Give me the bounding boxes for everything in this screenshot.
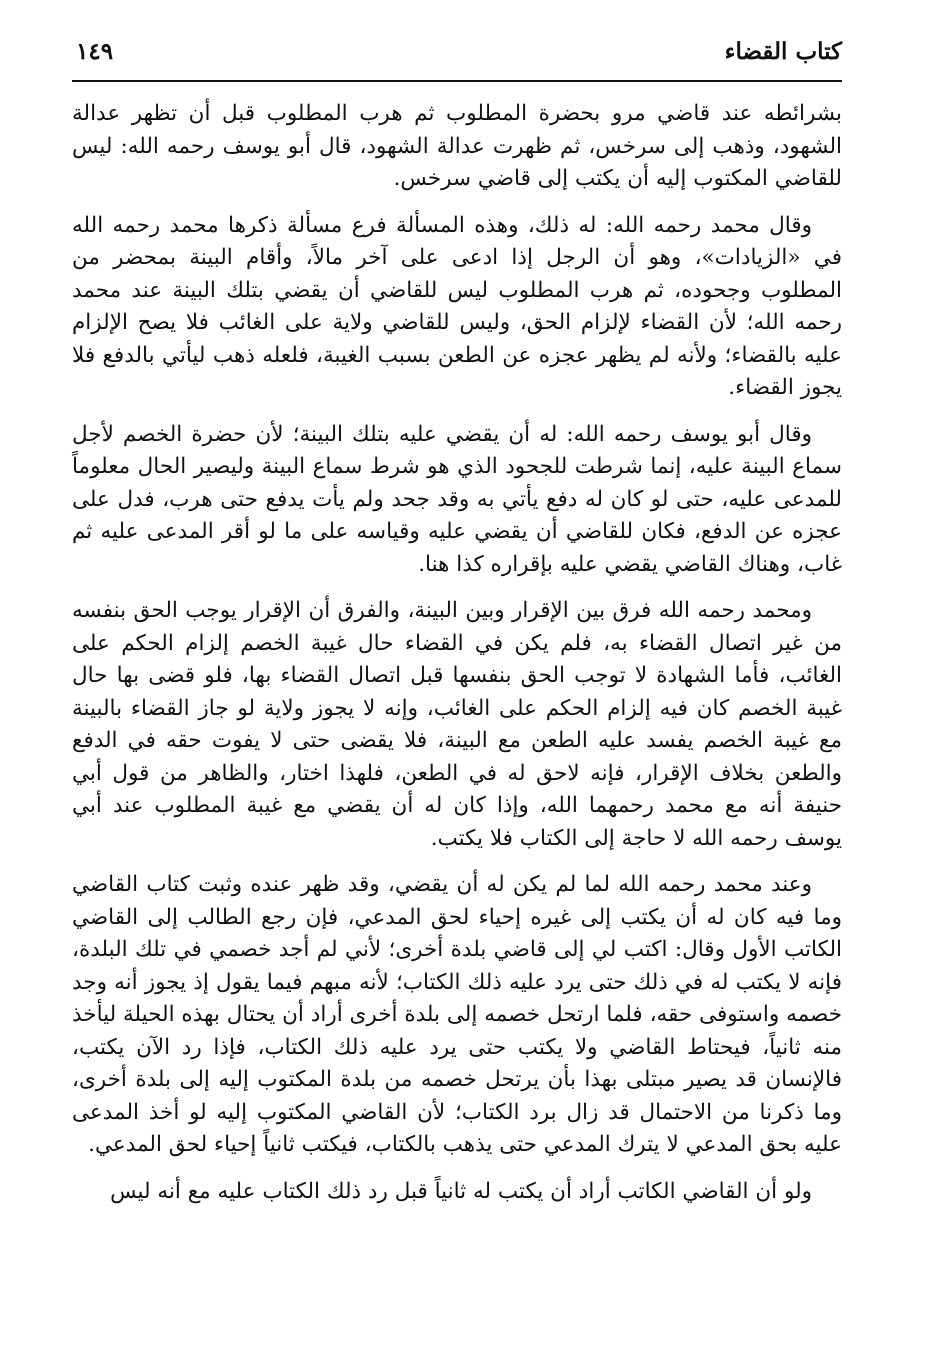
- paragraph: وعند محمد رحمه الله لما لم يكن له أن يقضي، وقد ظهر عنده وثبت كتاب القاضي وما فيه كان له أن يكتب إلى غيره إحياء لحق المدعي، فإن رجع الطالب إلى القاضي الكاتب الأول وقال: اكتب لي إلى قاضي بلدة أخرى؛ لأني لم أجد خصمي في تلك البلدة، فإنه لا يكتب له في ذلك حتى يرد عليه ذلك الكتاب؛ لأنه مبهم فيما يقول إذ يجوز أنه وجد خصمه واستوفى حقه، فلما ارتحل خصمه إلى بلدة أخرى أراد أن يحتال بهذه الحيلة ليأخذ منه ثانياً، فيحتاط القاضي ولا يكتب حتى يرد عليه ذلك الكتاب، فإذا رد الآن يكتب، فالإنسان قد يصير مبتلى بهذا بأن يرتحل خصمه من بلدة المكتوب إليه إلى بلدة أخرى، وما ذكرنا من الاحتمال قد زال برد الكتاب؛ لأن القاضي المكتوب إليه لو أخذ المدعى عليه بحق المدعي لا يترك المدعي حتى يذهب بالكتاب، فيكتب ثانياً إحياء لحق المدعي.: [72, 872, 842, 1157]
- page-header: [72, 38, 842, 82]
- page-number: ١٤٩: [76, 38, 114, 65]
- running-title: كتاب القضاء: [724, 38, 842, 65]
- document-page: [72, 38, 842, 1222]
- paragraph: ولو أن القاضي الكاتب أراد أن يكتب له ثانياً قبل رد ذلك الكتاب عليه مع أنه ليس: [110, 1178, 812, 1204]
- paragraph: وقال أبو يوسف رحمه الله: له أن يقضي عليه بتلك البينة؛ لأن حضرة الخصم لأجل سماع البينة عليه، إنما شرطت للجحود الذي هو شرط سماع البينة وليصير الحال معلوماً للمدعى عليه، حتى لو كان له دفع يأتي به وقد جحد ولم يأت يدفع حتى هرب، فدل على عجزه عن الدفع، فكان للقاضي أن يقضي عليه وقياسه على ما لو أقر المدعى عليه ثم غاب، وهناك القاضي يقضي عليه بإقراره كذا هنا.: [72, 421, 842, 577]
- paragraph: ومحمد رحمه الله فرق بين الإقرار وبين البينة، والفرق أن الإقرار يوجب الحق بنفسه من غير اتصال القضاء به، فلم يكن في القضاء حال غيبة الخصم إلزام الحكم على الغائب، فأما الشهادة لا توجب الحق بنفسها قبل اتصال القضاء بها، فلو قضى بها حال غيبة الخصم كان فيه إلزام الحكم على الغائب، وإنه لا يجوز ولاية لو جاز القضاء بالبينة مع غيبة الخصم يفسد عليه الطعن مع البينة، فلا يقضى حتى لا يفوت حقه في الدفع والطعن بخلاف الإقرار، فإنه لاحق له في الطعن، فلهذا اختار، والظاهر من قول أبي حنيفة أنه مع محمد رحمهما الله، وإذا كان له أن يقضي مع غيبة المطلوب عند أبي يوسف رحمه الله لا حاجة إلى الكتاب فلا يكتب.: [72, 598, 842, 851]
- body-text: [72, 98, 842, 1208]
- paragraph: وقال محمد رحمه الله: له ذلك، وهذه المسألة فرع مسألة ذكرها محمد رحمه الله في «الزيادات»، وهو أن الرجل إذا ادعى على آخر مالاً، وأقام البينة بمحضر من المطلوب وجحوده، ثم هرب المطلوب ليس للقاضي أن يقضي بتلك البينة عند محمد رحمه الله؛ لأن القضاء لإلزام الحق، وليس للقاضي ولاية على الغائب فلا يصح الإلزام عليه بالقضاء؛ ولأنه لم يظهر عجزه عن الطعن بسبب الغيبة، فلعله ذهب ليأتي بالدفع فلا يجوز القضاء.: [72, 212, 842, 400]
- paragraph: بشرائطه عند قاضي مرو بحضرة المطلوب ثم هرب المطلوب قبل أن تظهر عدالة الشهود، وذهب إلى سرخس، ثم ظهرت عدالة الشهود، قال أبو يوسف رحمه الله: ليس للقاضي المكتوب إليه أن يكتب إلى قاضي سرخس.: [72, 101, 842, 191]
